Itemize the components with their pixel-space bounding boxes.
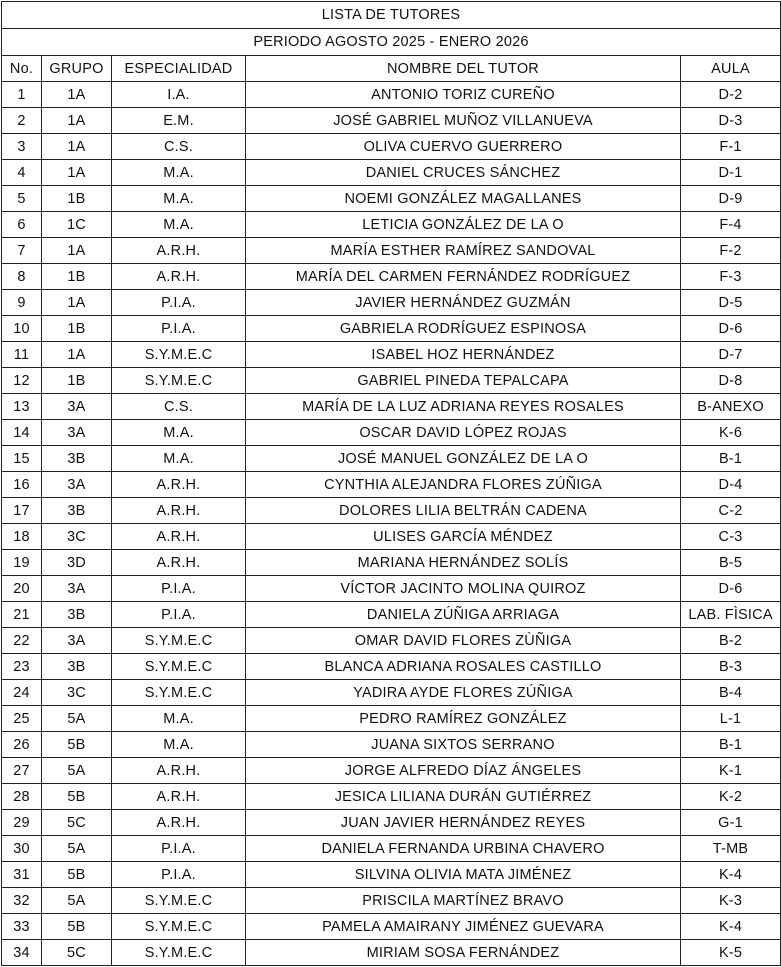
cell-aula: LAB. FÌSICA [681, 602, 781, 628]
cell-especialidad: A.R.H. [112, 524, 246, 550]
table-row [2, 628, 781, 654]
cell-grupo: 5A [42, 758, 112, 784]
cell-especialidad: A.R.H. [112, 264, 246, 290]
cell-grupo: 1B [42, 316, 112, 342]
cell-aula: B-ANEXO [681, 394, 781, 420]
cell-no: 3 [2, 134, 42, 160]
cell-grupo: 3C [42, 680, 112, 706]
cell-nombre: VÍCTOR JACINTO MOLINA QUIROZ [246, 576, 681, 602]
cell-no: 7 [2, 238, 42, 264]
cell-nombre: JOSÉ MANUEL GONZÁLEZ DE LA O [246, 446, 681, 472]
table-row [2, 446, 781, 472]
cell-aula: C-2 [681, 498, 781, 524]
cell-nombre: PEDRO RAMÍREZ GONZÁLEZ [246, 706, 681, 732]
cell-aula: L-1 [681, 706, 781, 732]
cell-no: 6 [2, 212, 42, 238]
cell-grupo: 3A [42, 394, 112, 420]
cell-aula: K-5 [681, 940, 781, 966]
cell-grupo: 3B [42, 446, 112, 472]
cell-nombre: ISABEL HOZ HERNÁNDEZ [246, 342, 681, 368]
cell-especialidad: A.R.H. [112, 498, 246, 524]
cell-grupo: 5B [42, 914, 112, 940]
table-row [2, 758, 781, 784]
cell-nombre: JORGE ALFREDO DÍAZ ÁNGELES [246, 758, 681, 784]
cell-especialidad: S.Y.M.E.C [112, 888, 246, 914]
table-row [2, 238, 781, 264]
cell-aula: D-5 [681, 290, 781, 316]
cell-no: 10 [2, 316, 42, 342]
cell-nombre: DANIELA ZÚÑIGA ARRIAGA [246, 602, 681, 628]
table-row [2, 732, 781, 758]
cell-no: 31 [2, 862, 42, 888]
table-row [2, 680, 781, 706]
cell-aula: D-7 [681, 342, 781, 368]
table-row [2, 472, 781, 498]
cell-grupo: 1B [42, 186, 112, 212]
cell-no: 15 [2, 446, 42, 472]
cell-nombre: PRISCILA MARTÍNEZ BRAVO [246, 888, 681, 914]
cell-nombre: MARIANA HERNÁNDEZ SOLÍS [246, 550, 681, 576]
cell-nombre: DOLORES LILIA BELTRÁN CADENA [246, 498, 681, 524]
cell-nombre: CYNTHIA ALEJANDRA FLORES ZÚÑIGA [246, 472, 681, 498]
cell-grupo: 1C [42, 212, 112, 238]
table-row [2, 134, 781, 160]
cell-especialidad: C.S. [112, 134, 246, 160]
cell-grupo: 1A [42, 108, 112, 134]
cell-nombre: DANIELA FERNANDA URBINA CHAVERO [246, 836, 681, 862]
table-row [2, 550, 781, 576]
cell-grupo: 3A [42, 628, 112, 654]
period-label: PERIODO AGOSTO 2025 - ENERO 2026 [2, 29, 781, 56]
header-grupo: GRUPO [42, 56, 112, 82]
cell-no: 18 [2, 524, 42, 550]
table-row [2, 420, 781, 446]
cell-no: 2 [2, 108, 42, 134]
table-row [2, 706, 781, 732]
cell-especialidad: M.A. [112, 706, 246, 732]
cell-aula: F-4 [681, 212, 781, 238]
cell-grupo: 3B [42, 498, 112, 524]
cell-especialidad: A.R.H. [112, 758, 246, 784]
table-row [2, 602, 781, 628]
table-title: LISTA DE TUTORES [2, 2, 781, 29]
tutor-list-table [1, 1, 781, 966]
cell-nombre: ANTONIO TORIZ CUREÑO [246, 82, 681, 108]
cell-especialidad: A.R.H. [112, 472, 246, 498]
table-row [2, 290, 781, 316]
cell-aula: B-1 [681, 732, 781, 758]
cell-nombre: ULISES GARCÍA MÉNDEZ [246, 524, 681, 550]
header-row [2, 56, 781, 82]
cell-no: 33 [2, 914, 42, 940]
cell-grupo: 1B [42, 368, 112, 394]
cell-aula: D-4 [681, 472, 781, 498]
cell-nombre: OSCAR DAVID LÓPEZ ROJAS [246, 420, 681, 446]
table-row [2, 524, 781, 550]
cell-no: 22 [2, 628, 42, 654]
cell-no: 14 [2, 420, 42, 446]
cell-especialidad: S.Y.M.E.C [112, 680, 246, 706]
cell-aula: D-6 [681, 576, 781, 602]
cell-especialidad: M.A. [112, 446, 246, 472]
cell-nombre: YADIRA AYDE FLORES ZÚÑIGA [246, 680, 681, 706]
cell-especialidad: S.Y.M.E.C [112, 940, 246, 966]
cell-aula: D-8 [681, 368, 781, 394]
cell-grupo: 3C [42, 524, 112, 550]
cell-no: 28 [2, 784, 42, 810]
cell-aula: B-5 [681, 550, 781, 576]
cell-especialidad: P.I.A. [112, 836, 246, 862]
cell-aula: B-3 [681, 654, 781, 680]
cell-grupo: 5C [42, 810, 112, 836]
cell-grupo: 5A [42, 706, 112, 732]
cell-nombre: JUAN JAVIER HERNÁNDEZ REYES [246, 810, 681, 836]
cell-especialidad: P.I.A. [112, 862, 246, 888]
cell-no: 11 [2, 342, 42, 368]
cell-nombre: MARÍA DE LA LUZ ADRIANA REYES ROSALES [246, 394, 681, 420]
cell-no: 9 [2, 290, 42, 316]
table-row [2, 654, 781, 680]
cell-aula: G-1 [681, 810, 781, 836]
cell-nombre: MIRIAM SOSA FERNÁNDEZ [246, 940, 681, 966]
cell-aula: D-3 [681, 108, 781, 134]
table-row [2, 784, 781, 810]
cell-aula: K-4 [681, 914, 781, 940]
cell-aula: F-2 [681, 238, 781, 264]
cell-nombre: PAMELA AMAIRANY JIMÉNEZ GUEVARA [246, 914, 681, 940]
cell-nombre: JESICA LILIANA DURÁN GUTIÉRREZ [246, 784, 681, 810]
cell-especialidad: E.M. [112, 108, 246, 134]
cell-nombre: NOEMI GONZÁLEZ MAGALLANES [246, 186, 681, 212]
table-row [2, 264, 781, 290]
cell-grupo: 5B [42, 732, 112, 758]
cell-no: 30 [2, 836, 42, 862]
cell-nombre: OMAR DAVID FLORES ZÙÑIGA [246, 628, 681, 654]
cell-especialidad: A.R.H. [112, 238, 246, 264]
cell-no: 29 [2, 810, 42, 836]
cell-especialidad: P.I.A. [112, 290, 246, 316]
cell-especialidad: A.R.H. [112, 784, 246, 810]
cell-grupo: 1A [42, 238, 112, 264]
cell-grupo: 5A [42, 836, 112, 862]
cell-no: 1 [2, 82, 42, 108]
table-row [2, 160, 781, 186]
cell-no: 26 [2, 732, 42, 758]
table-row [2, 186, 781, 212]
cell-aula: C-3 [681, 524, 781, 550]
cell-aula: K-3 [681, 888, 781, 914]
cell-aula: D-6 [681, 316, 781, 342]
cell-grupo: 1A [42, 160, 112, 186]
cell-no: 20 [2, 576, 42, 602]
table-row [2, 940, 781, 966]
cell-especialidad: M.A. [112, 186, 246, 212]
table-row [2, 862, 781, 888]
cell-no: 4 [2, 160, 42, 186]
cell-aula: F-3 [681, 264, 781, 290]
cell-grupo: 1A [42, 342, 112, 368]
cell-nombre: JOSÉ GABRIEL MUÑOZ VILLANUEVA [246, 108, 681, 134]
header-no: No. [2, 56, 42, 82]
cell-grupo: 5B [42, 862, 112, 888]
cell-grupo: 3B [42, 654, 112, 680]
cell-especialidad: P.I.A. [112, 576, 246, 602]
cell-aula: K-2 [681, 784, 781, 810]
table-row [2, 394, 781, 420]
cell-grupo: 3A [42, 472, 112, 498]
cell-nombre: DANIEL CRUCES SÁNCHEZ [246, 160, 681, 186]
cell-nombre: GABRIEL PINEDA TEPALCAPA [246, 368, 681, 394]
cell-no: 32 [2, 888, 42, 914]
cell-aula: B-4 [681, 680, 781, 706]
cell-especialidad: P.I.A. [112, 602, 246, 628]
cell-no: 34 [2, 940, 42, 966]
table-row [2, 82, 781, 108]
cell-no: 17 [2, 498, 42, 524]
cell-especialidad: A.R.H. [112, 550, 246, 576]
cell-no: 21 [2, 602, 42, 628]
table-row [2, 342, 781, 368]
cell-grupo: 1B [42, 264, 112, 290]
cell-nombre: JUANA SIXTOS SERRANO [246, 732, 681, 758]
cell-aula: K-6 [681, 420, 781, 446]
cell-nombre: SILVINA OLIVIA MATA JIMÉNEZ [246, 862, 681, 888]
cell-nombre: GABRIELA RODRÍGUEZ ESPINOSA [246, 316, 681, 342]
cell-no: 12 [2, 368, 42, 394]
cell-nombre: MARÍA ESTHER RAMÍREZ SANDOVAL [246, 238, 681, 264]
cell-especialidad: S.Y.M.E.C [112, 654, 246, 680]
cell-especialidad: P.I.A. [112, 316, 246, 342]
table-row [2, 888, 781, 914]
cell-nombre: OLIVA CUERVO GUERRERO [246, 134, 681, 160]
cell-especialidad: S.Y.M.E.C [112, 368, 246, 394]
table-row [2, 212, 781, 238]
table-row [2, 316, 781, 342]
cell-especialidad: M.A. [112, 420, 246, 446]
table-row [2, 576, 781, 602]
cell-aula: D-9 [681, 186, 781, 212]
cell-nombre: LETICIA GONZÁLEZ DE LA O [246, 212, 681, 238]
header-aula: AULA [681, 56, 781, 82]
cell-grupo: 3B [42, 602, 112, 628]
table-row [2, 108, 781, 134]
cell-no: 25 [2, 706, 42, 732]
cell-no: 24 [2, 680, 42, 706]
cell-aula: B-2 [681, 628, 781, 654]
cell-especialidad: I.A. [112, 82, 246, 108]
cell-grupo: 1A [42, 134, 112, 160]
table-body [2, 82, 781, 966]
cell-grupo: 3D [42, 550, 112, 576]
cell-no: 19 [2, 550, 42, 576]
cell-grupo: 1A [42, 82, 112, 108]
cell-grupo: 1A [42, 290, 112, 316]
cell-grupo: 3A [42, 576, 112, 602]
cell-especialidad: S.Y.M.E.C [112, 914, 246, 940]
cell-aula: D-2 [681, 82, 781, 108]
cell-no: 5 [2, 186, 42, 212]
table-row [2, 836, 781, 862]
table-row [2, 498, 781, 524]
cell-aula: F-1 [681, 134, 781, 160]
header-nombre: NOMBRE DEL TUTOR [246, 56, 681, 82]
cell-aula: K-1 [681, 758, 781, 784]
cell-especialidad: M.A. [112, 732, 246, 758]
cell-especialidad: C.S. [112, 394, 246, 420]
cell-grupo: 5B [42, 784, 112, 810]
cell-aula: B-1 [681, 446, 781, 472]
cell-no: 13 [2, 394, 42, 420]
cell-especialidad: M.A. [112, 212, 246, 238]
cell-nombre: MARÍA DEL CARMEN FERNÁNDEZ RODRÍGUEZ [246, 264, 681, 290]
cell-especialidad: S.Y.M.E.C [112, 628, 246, 654]
cell-no: 16 [2, 472, 42, 498]
cell-no: 27 [2, 758, 42, 784]
cell-nombre: BLANCA ADRIANA ROSALES CASTILLO [246, 654, 681, 680]
cell-especialidad: S.Y.M.E.C [112, 342, 246, 368]
cell-grupo: 5A [42, 888, 112, 914]
cell-no: 8 [2, 264, 42, 290]
cell-nombre: JAVIER HERNÁNDEZ GUZMÁN [246, 290, 681, 316]
cell-aula: K-4 [681, 862, 781, 888]
table-row [2, 810, 781, 836]
cell-especialidad: A.R.H. [112, 810, 246, 836]
table-row [2, 914, 781, 940]
cell-aula: D-1 [681, 160, 781, 186]
cell-aula: T-MB [681, 836, 781, 862]
cell-no: 23 [2, 654, 42, 680]
cell-especialidad: M.A. [112, 160, 246, 186]
cell-grupo: 5C [42, 940, 112, 966]
header-especialidad: ESPECIALIDAD [112, 56, 246, 82]
cell-grupo: 3A [42, 420, 112, 446]
table-row [2, 368, 781, 394]
